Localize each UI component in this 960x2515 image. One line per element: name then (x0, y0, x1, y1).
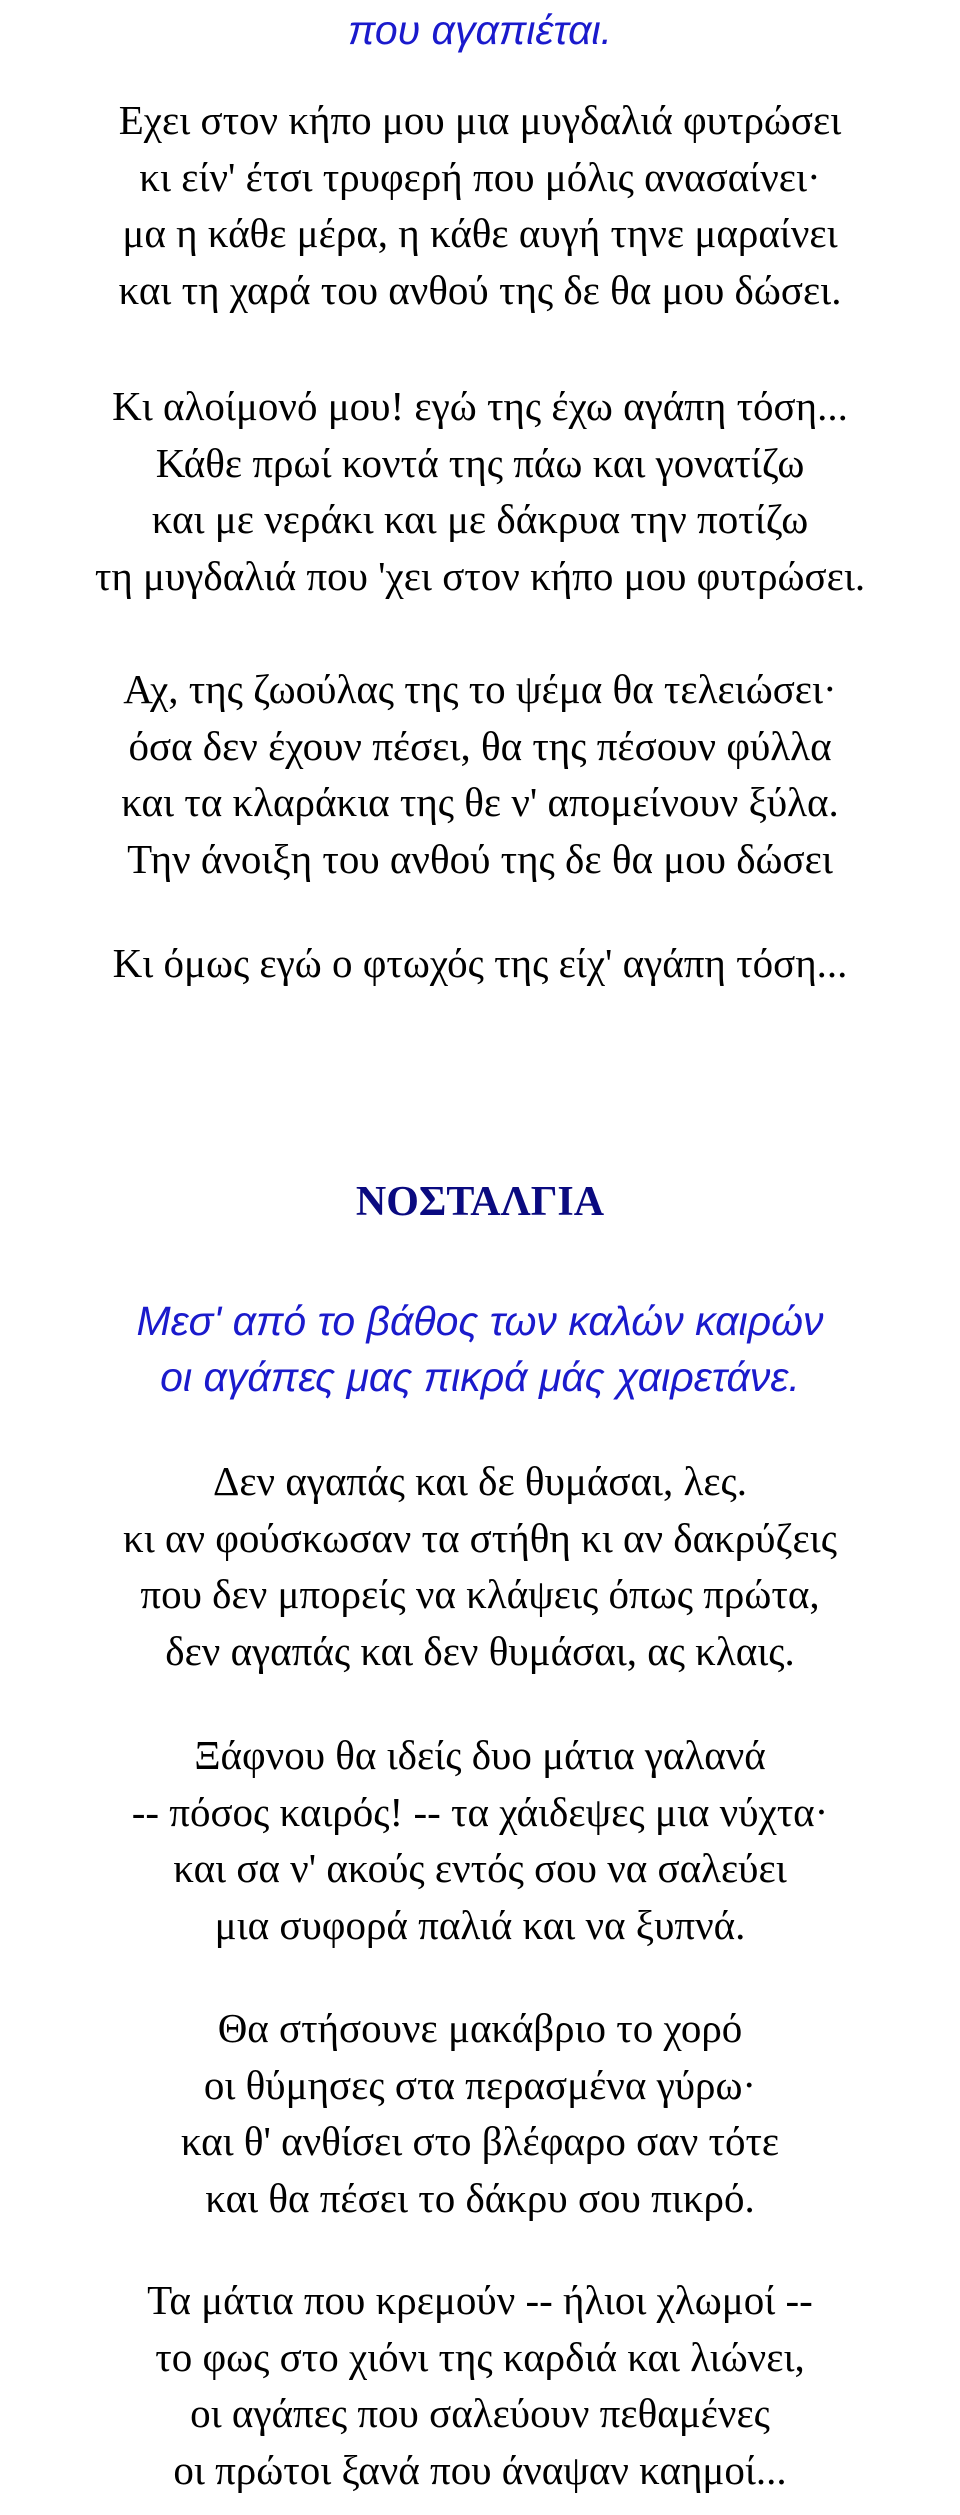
verse-line: μια συφορά παλιά και να ξυπνά. (214, 1901, 746, 1948)
verse-line: Εχει στον κήπο μου μια μυγδαλιά φυτρώσει (118, 97, 842, 143)
poem2-stanza-3 (0, 2000, 960, 2226)
verse-line: Κι όμως εγώ ο φτωχός της είχ' αγάπη τόση... (112, 940, 848, 986)
poem1-stanza-2 (0, 378, 960, 604)
verse-line: Θα στήσουνε μακάβριο το χορό (217, 2005, 743, 2051)
verse-line: κι είν' έτσι τρυφερή που μόλις ανασαίνει· (139, 153, 821, 200)
verse-line: οι θύμησες στα περασμένα γύρω· (203, 2061, 757, 2108)
verse-line: μα η κάθε μέρα, η κάθε αυγή τηνε μαραίνει (122, 210, 838, 256)
verse-line: Κάθε πρωί κοντά της πάω και γονατίζω (155, 439, 805, 486)
verse-line: και τη χαρά του ανθού της δε θα μου δώσει. (118, 266, 842, 313)
verse-line: και με νεράκι και με δάκρυα την ποτίζω (151, 496, 809, 542)
verse-line: και τα κλαράκια της θε ν' απομείνουν ξύλα. (121, 779, 839, 825)
poem1-stanza-1 (0, 92, 960, 318)
verse-line: οι αγάπες που σαλεύουν πεθαμένες (190, 2390, 770, 2436)
verse-line: Τα μάτια που κρεμούν -- ήλιοι χλωμοί -- (147, 2277, 813, 2323)
verse-line: Ξάφνου θα ιδείς δυο μάτια γαλανά (194, 1732, 766, 1778)
verse-line: που δεν μπορείς να κλάψεις όπως πρώτα, (140, 1571, 820, 1617)
verse-line: και θ' ανθίσει στο βλέφαρο σαν τότε (180, 2118, 780, 2164)
poem2-stanza-2 (0, 1727, 960, 1953)
verse-line: και θα πέσει το δάκρυ σου πικρό. (205, 2174, 755, 2221)
previous-poem-closing-line: που αγαπιέται. (347, 7, 613, 53)
verse-line: οι πρώτοι ξανά που άναψαν καημοί... (173, 2446, 787, 2493)
poem-title: ΝΟΣΤΑΛΓΙΑ (355, 1179, 605, 1225)
verse-line: όσα δεν έχουν πέσει, θα της πέσουν φύλλα (128, 722, 832, 769)
poem2-stanza-4 (0, 2272, 960, 2498)
verse-line: και σα ν' ακούς εντός σου να σαλεύει (173, 1845, 787, 1891)
verse-line: δεν αγαπάς και δεν θυμάσαι, ας κλαις. (165, 1627, 795, 1674)
verse-line: Δεν αγαπάς και δε θυμάσαι, λες. (212, 1458, 748, 1504)
verse-line: κι αν φούσκωσαν τα στήθη κι αν δακρύζεις (123, 1514, 837, 1561)
poem1-stanza-4 (0, 935, 960, 992)
poem2-stanza-1 (0, 1453, 960, 1679)
verse-line: Την άνοιξη του ανθού της δε θα μου δώσει (127, 835, 833, 882)
epigraph-line: Μεσ' από το βάθος των καλών καιρών (136, 1298, 824, 1344)
poem2-title-block (0, 1174, 960, 1230)
poem2-epigraph (0, 1293, 960, 1405)
epigraph-line: οι αγάπες μας πικρά μάς χαιρετάνε. (160, 1354, 800, 1400)
verse-line: Αχ, της ζωούλας της το ψέμα θα τελειώσει· (123, 666, 837, 712)
verse-line: Κι αλοίμονό μου! εγώ της έχω αγάπη τόση... (112, 383, 848, 429)
verse-line: τη μυγδαλιά που 'χει στον κήπο μου φυτρώσει. (94, 552, 866, 599)
poem1-stanza-3 (0, 661, 960, 887)
verse-line: το φως στο χιόνι της καρδιά και λιώνει, (155, 2333, 805, 2380)
verse-line: -- πόσος καιρός! -- τα χάιδεψες μια νύχτα· (131, 1788, 829, 1835)
